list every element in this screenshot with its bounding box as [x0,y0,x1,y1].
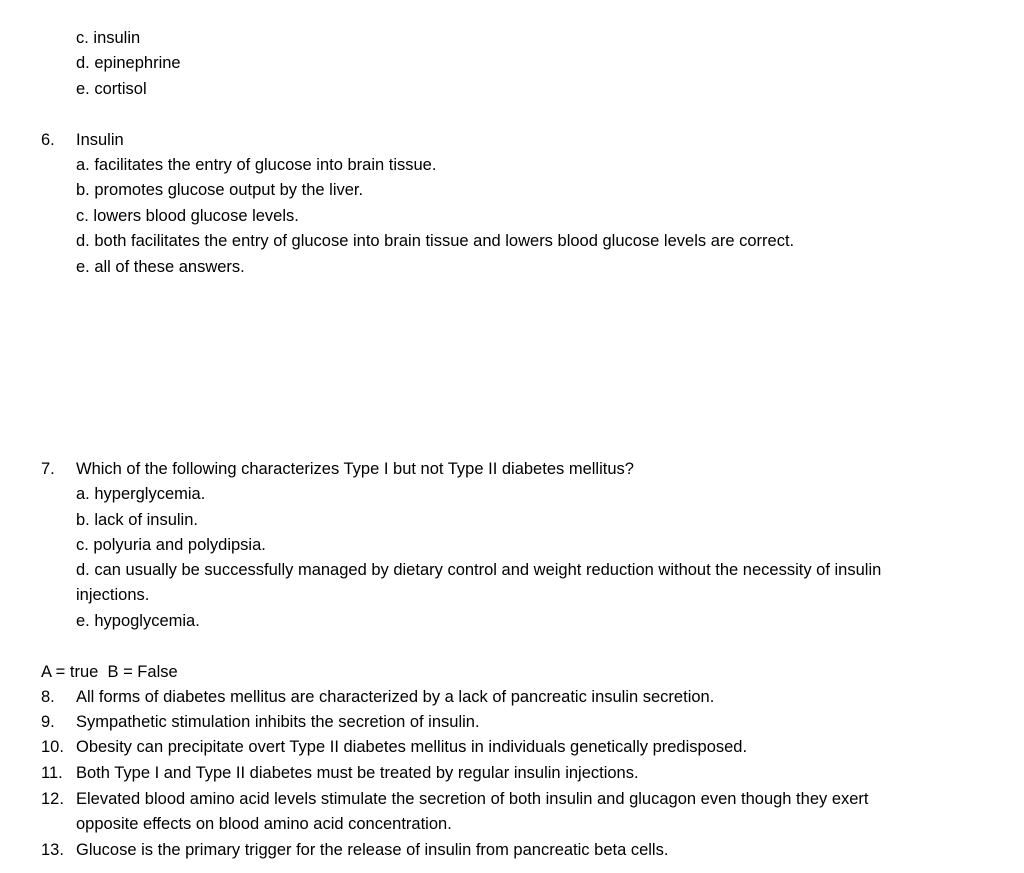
answer-key-legend: A = true B = False [41,663,178,681]
option-6e: e. all of these answers. [76,258,245,276]
statement-text: Elevated blood amino acid levels stimulate the secretion of both insulin and glucagon even though they exert [76,790,869,808]
statement-text: Both Type I and Type II diabetes must be treated by regular insulin injections. [76,764,639,782]
question-number: 6. [41,131,55,149]
statement-number: 10. [41,738,64,756]
option-7c: c. polyuria and polydipsia. [76,536,266,554]
option-5e: e. cortisol [76,80,147,98]
option-6a: a. facilitates the entry of glucose into brain tissue. [76,156,437,174]
statement-number: 12. [41,790,64,808]
statement-number: 13. [41,841,64,859]
option-6c: c. lowers blood glucose levels. [76,207,299,225]
statement-continuation: opposite effects on blood amino acid concentration. [76,815,452,833]
option-6b: b. promotes glucose output by the liver. [76,181,364,199]
option-7d-continuation: injections. [76,586,150,604]
option-7b: b. lack of insulin. [76,511,198,529]
question-stem: Which of the following characterizes Type I but not Type II diabetes mellitus? [76,460,634,478]
option-6d: d. both facilitates the entry of glucose into brain tissue and lowers blood glucose levels are correct. [76,232,795,250]
option-5c: c. insulin [76,29,141,47]
option-7a: a. hyperglycemia. [76,485,206,503]
statement-text: Obesity can precipitate overt Type II diabetes mellitus in individuals genetically predisposed. [76,738,748,756]
statement-text: Glucose is the primary trigger for the release of insulin from pancreatic beta cells. [76,841,669,859]
option-7e: e. hypoglycemia. [76,612,200,630]
statement-number: 8. [41,688,55,706]
question-number: 7. [41,460,55,478]
statement-number: 9. [41,713,55,731]
statement-text: All forms of diabetes mellitus are characterized by a lack of pancreatic insulin secretion. [76,688,715,706]
statement-text: Sympathetic stimulation inhibits the secretion of insulin. [76,713,480,731]
option-7d: d. can usually be successfully managed by dietary control and weight reduction without the necessity of insulin [76,561,882,579]
option-5d: d. epinephrine [76,54,181,72]
statement-number: 11. [41,764,63,782]
question-stem: Insulin [76,131,124,149]
